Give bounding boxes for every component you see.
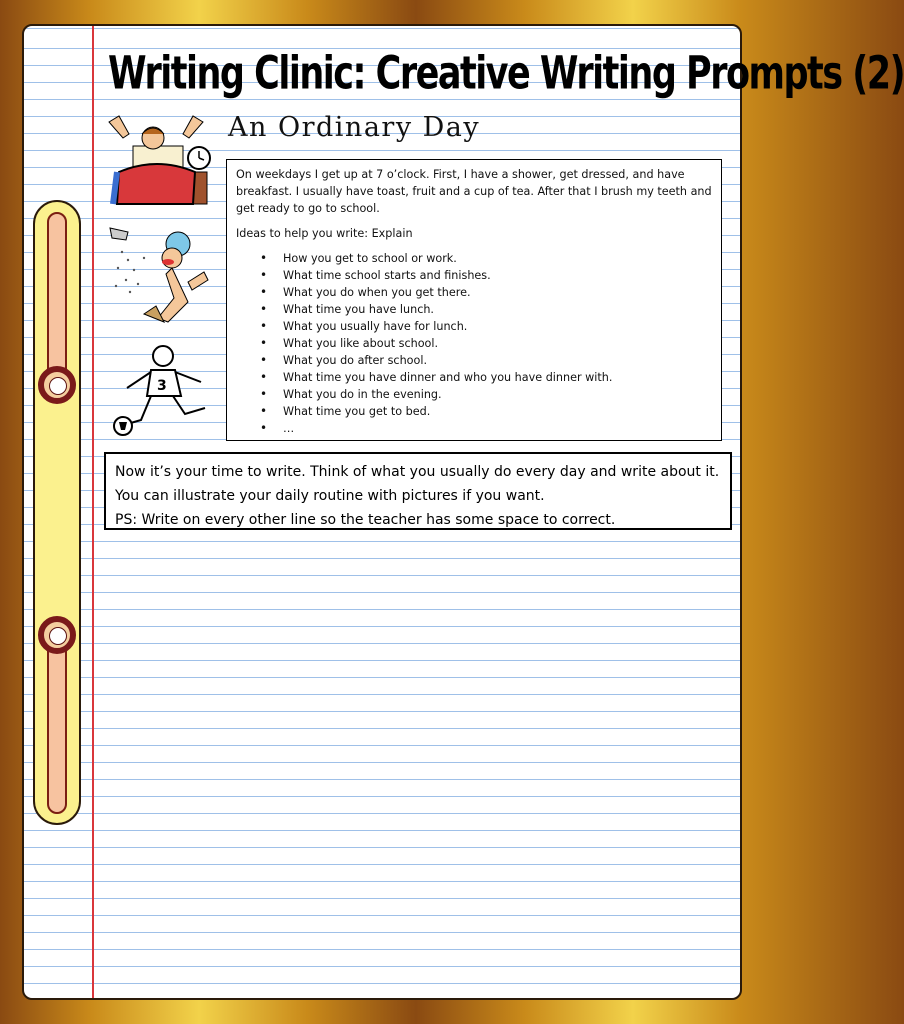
binder-ring-bottom: [38, 616, 76, 654]
list-item: • What you like about school.: [268, 335, 712, 352]
binder-ring-top: [38, 366, 76, 404]
list-item: • What time you get to bed.: [268, 403, 712, 420]
list-item: • What time school starts and finishes.: [268, 267, 712, 284]
binder-slot-bottom: [47, 632, 67, 814]
margin-line: [92, 26, 94, 998]
football-player-icon: [111, 342, 215, 438]
shower-man-icon: [108, 222, 216, 328]
list-item: • What you usually have for lunch.: [268, 318, 712, 335]
ideas-list: [236, 250, 712, 437]
list-item: • What you do in the evening.: [268, 386, 712, 403]
ideas-label: Ideas to help you write: Explain: [236, 227, 413, 240]
intro-text: On weekdays I get up at 7 o’clock. First, I have a shower, get dressed, and have breakfast. I usually have toast, fruit and a cup of tea. After that I brush my teeth and get ready to go to school.: [236, 168, 712, 215]
writing-area[interactable]: [96, 540, 736, 990]
page-subtitle: An Ordinary Day: [228, 112, 481, 143]
list-item: • …: [268, 420, 712, 437]
list-item: • How you get to school or work.: [268, 250, 712, 267]
task-instructions: Now it’s your time to write. Think of what you usually do every day and write about it. You can illustrate your daily routine with pictures if you want.: [115, 464, 720, 504]
waking-up-man-icon: [107, 112, 213, 208]
task-box: [104, 452, 732, 530]
svg-text:3: 3: [157, 378, 167, 394]
list-item: • What you do when you get there.: [268, 284, 712, 301]
page-title: Writing Clinic: Creative Writing Prompts (2): [108, 48, 904, 100]
list-item: • What time you have lunch.: [268, 301, 712, 318]
prompt-box: [226, 159, 722, 441]
binder-strip: [33, 200, 81, 825]
task-note: PS: Write on every other line so the teacher has some space to correct.: [115, 512, 616, 528]
list-item: • What time you have dinner and who you have dinner with.: [268, 369, 712, 386]
list-item: • What you do after school.: [268, 352, 712, 369]
